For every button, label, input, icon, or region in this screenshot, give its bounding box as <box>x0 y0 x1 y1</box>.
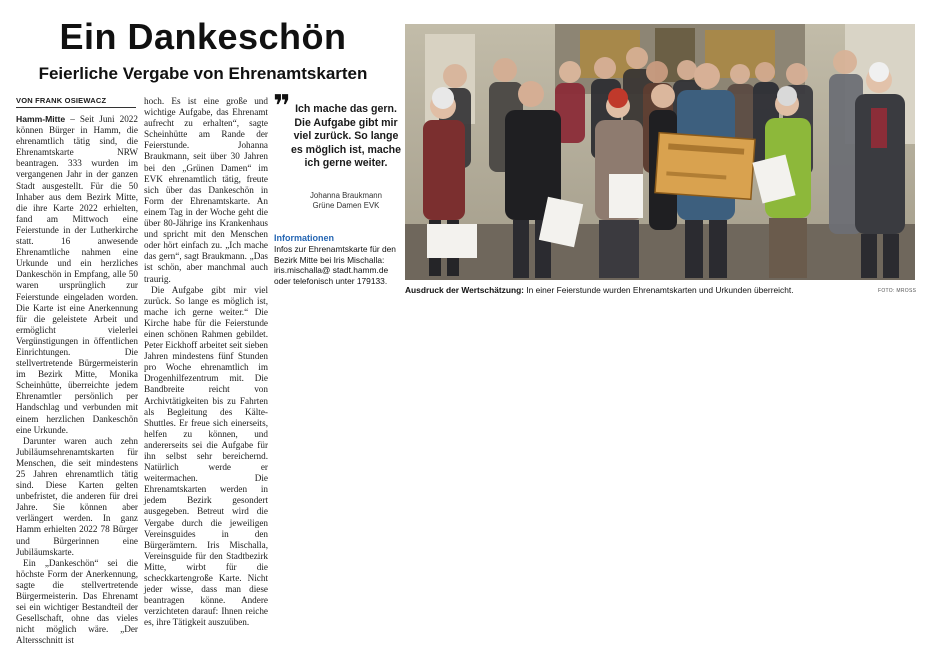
quote-mark-icon: ❞ <box>273 90 291 123</box>
article-paragraph: Darunter waren auch zehn Jubiläumsehrenamtskarten für Menschen, die seit mindestens 25 Jahren ehrenamtlich tätig sind. Diese Karten gelten unbefristet, die anderen für drei Jahre. Sie können aber verlängert werden. In ganz Hamm erhielten 2022 78 Bürger und Bürgerinnen eine Jubiläumskarte. <box>16 435 138 557</box>
photo-caption <box>405 285 845 295</box>
article-paragraph <box>16 114 138 436</box>
caption-lead: Ausdruck der Wertschätzung: <box>405 285 524 295</box>
caption-text: In einer Feierstunde wurden Ehrenamtskarten und Urkunden überreicht. <box>523 285 794 295</box>
quote-author <box>290 191 402 211</box>
article-column-1 <box>16 114 138 647</box>
article-paragraph: hoch. Es ist eine große und wichtige Aufgabe, das Ehrenamt aufrecht zu erhalten“, sagte Scheinhütte am Rande der Feierstunde. Johanna Braukmann, seit über 30 Jahren bei den „Grünen Damen“ im EVK ehrenamtlich tätig, freute sich über das Dankeschön in Form der Ehrenamtskarte. An einem Tag in der Woche geht die über 80-Jährige ins Krankenhaus und spricht mit den Menschen oder hört einfach zu. „Ich mache das gern“, sagt Braukmann. „Das ist schön, aber manchmal auch traurig. <box>144 96 268 284</box>
quote-author-name: Johanna Braukmann <box>310 191 382 200</box>
article-column-2 <box>144 96 268 629</box>
dateline: Hamm-Mitte <box>16 114 66 124</box>
paragraph-text: – Seit Juni 2022 können Bürger in Hamm, die ehrenamtlich tätig sind, die Ehrenamtskarte NRW beantragen. 333 wurden im vergangenen Jahr in der ganzen Stadt ausgestellt. Für die 50 Inhaber aus dem Bezirk Mitte, die ihre Karte 2022 erhielten, fand am Mittwoch eine Feierstunde in der Lutherkirche statt. 16 anwesende Ehrenamtliche nahmen eine Urkunde und ein herzliches Dankeschön in Empfang, alle 50 waren ursprünglich zur Feierstunde eingeladen worden. Die Karte ist eine Anerkennung für die geleistete Arbeit und ermöglicht vielerlei Vergünstigungen in öffentlichen Einrichtungen. Die stellvertretende Bürgermeisterin im Bezirk Mitte, Monika Scheinhütte, überreichte jedem Ehrenamtler persönlich per Handschlag und verbunden mit einem herzlichen Dankeschön eine Urkunde. <box>16 114 138 435</box>
photo-credit: FOTO: MROSS <box>878 288 917 294</box>
byline: VON FRANK OSIEWACZ <box>16 96 136 108</box>
quote-author-role: Grüne Damen EVK <box>312 201 380 210</box>
article-paragraph: Die Aufgabe gibt mir viel zurück. So lange es möglich ist, mache ich gerne weiter.“ Die Kirche habe für die Feierstunde einen schönen Rahmen gebildet. Peter Eickhoff arbeitet seit sieben Jahren mindestens fünf Stunden pro Woche ehrenamtlich im Drogenhilfezentrum mit. Die Bandbreite reicht von Archivtätigkeiten bis zu Fahrten als Begleitung des Kälte-Shuttles. Er freue sich einerseits, helfen zu können, und andererseits sei die Aufgabe für ihn selbst sehr bereichernd. Natürlich werde er weitermachen. Die Ehrenamtskarten werden in jedem Bezirk gesondert ausgegeben. Betreut wird die Vergabe durch die jeweiligen Vereinsguides in den Bürgerämtern. Iris Mischalla, Vereinsguide für den Stadtbezirk Mitte, wirbt für die scheckkartengroße Karte. Nicht jeder wisse, dass man diese beantragen könne. Andere verzichteten darauf: Ihnen reiche es, ihre Tätigkeit auszuüben. <box>144 284 268 628</box>
group-photo-illustration <box>405 24 915 280</box>
article-paragraph: Ein „Dankeschön“ sei die höchste Form der Anerkennung, sagte die stellvertretende Bürgermeisterin. Das Ehrenamt sei ein wichtiger Bestandteil der Gesellschaft, ohne das vieles nicht möglich wäre. „Der Altersschnitt ist <box>16 557 138 646</box>
info-box-title: Informationen <box>274 233 334 243</box>
pull-quote: Ich mache das gern. Die Aufgabe gibt mir viel zurück. So lange es möglich ist, mache ich gerne weiter. <box>290 103 402 169</box>
group-photo <box>405 24 915 280</box>
subheadline: Feierliche Vergabe von Ehrenamtskarten <box>38 64 368 83</box>
headline: Ein Dankeschön <box>59 16 347 57</box>
info-box-text: Infos zur Ehrenamtskarte für den Bezirk Mitte bei Iris Mischalla: iris.mischalla@ stadt.hamm.de oder telefonisch unter 179133. <box>274 244 396 286</box>
